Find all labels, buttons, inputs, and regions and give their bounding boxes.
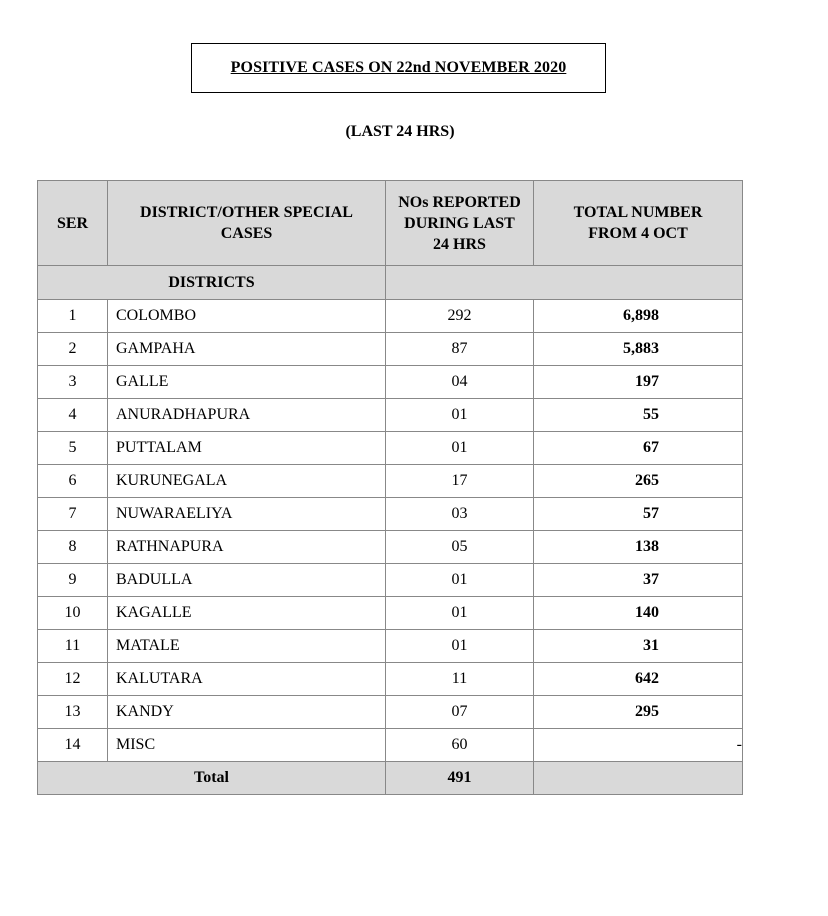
header-reported-label: NOs REPORTED DURING LAST 24 HRS <box>398 193 521 253</box>
table-row <box>38 333 743 366</box>
cell-district: ANURADHAPURA <box>108 399 386 432</box>
cell-district: GAMPAHA <box>108 333 386 366</box>
cell-ser: 3 <box>38 366 108 399</box>
cell-ser: 9 <box>38 564 108 597</box>
header-district-label: DISTRICT/OTHER SPECIAL CASES <box>140 204 353 242</box>
table-row <box>38 663 743 696</box>
cell-district: GALLE <box>108 366 386 399</box>
cell-total: 55 <box>534 399 743 432</box>
cell-total: 57 <box>534 498 743 531</box>
cell-ser: 7 <box>38 498 108 531</box>
cell-district: BADULLA <box>108 564 386 597</box>
cell-ser: 2 <box>38 333 108 366</box>
header-reported <box>386 181 534 266</box>
cell-reported: 05 <box>386 531 534 564</box>
cell-ser: 10 <box>38 597 108 630</box>
cell-ser: 12 <box>38 663 108 696</box>
table-row <box>38 366 743 399</box>
cell-reported: 87 <box>386 333 534 366</box>
section-row-districts <box>38 266 743 300</box>
cell-reported: 01 <box>386 432 534 465</box>
cell-reported: 01 <box>386 399 534 432</box>
cell-district: KANDY <box>108 696 386 729</box>
title-box <box>191 43 606 93</box>
cell-ser: 13 <box>38 696 108 729</box>
cell-reported: 17 <box>386 465 534 498</box>
cell-district: RATHNAPURA <box>108 531 386 564</box>
table-row <box>38 531 743 564</box>
header-total-label: TOTAL NUMBER FROM 4 OCT <box>573 204 703 242</box>
cases-table <box>37 180 743 795</box>
cell-total: 31 <box>534 630 743 663</box>
cell-reported: 03 <box>386 498 534 531</box>
cell-total: - <box>534 729 743 762</box>
cell-total: 67 <box>534 432 743 465</box>
cell-district: MISC <box>108 729 386 762</box>
cell-reported: 01 <box>386 597 534 630</box>
page-subtitle: (LAST 24 HRS) <box>345 123 455 140</box>
header-row <box>38 181 743 266</box>
cell-total: 265 <box>534 465 743 498</box>
cell-reported: 07 <box>386 696 534 729</box>
header-ser: SER <box>38 181 108 266</box>
cell-ser: 5 <box>38 432 108 465</box>
cell-total: 642 <box>534 663 743 696</box>
table-row <box>38 498 743 531</box>
total-row <box>38 762 743 795</box>
cell-total: 37 <box>534 564 743 597</box>
cell-total: 6,898 <box>534 300 743 333</box>
cell-total: 197 <box>534 366 743 399</box>
cell-district: NUWARAELIYA <box>108 498 386 531</box>
total-total <box>534 762 743 795</box>
table-row <box>38 696 743 729</box>
table-row <box>38 465 743 498</box>
cell-reported: 04 <box>386 366 534 399</box>
table-row <box>38 729 743 762</box>
cell-ser: 4 <box>38 399 108 432</box>
table-row <box>38 597 743 630</box>
cell-reported: 11 <box>386 663 534 696</box>
cell-ser: 11 <box>38 630 108 663</box>
table-row <box>38 564 743 597</box>
cell-total: 140 <box>534 597 743 630</box>
table-row <box>38 630 743 663</box>
cell-ser: 14 <box>38 729 108 762</box>
total-label: Total <box>38 762 386 795</box>
total-reported: 491 <box>386 762 534 795</box>
header-district <box>108 181 386 266</box>
cell-reported: 01 <box>386 564 534 597</box>
cell-ser: 6 <box>38 465 108 498</box>
cell-district: KALUTARA <box>108 663 386 696</box>
cell-total: 295 <box>534 696 743 729</box>
cell-district: MATALE <box>108 630 386 663</box>
section-label: DISTRICTS <box>38 266 386 300</box>
cell-ser: 8 <box>38 531 108 564</box>
cell-total: 5,883 <box>534 333 743 366</box>
cell-ser: 1 <box>38 300 108 333</box>
cell-district: KURUNEGALA <box>108 465 386 498</box>
cell-district: PUTTALAM <box>108 432 386 465</box>
cell-district: KAGALLE <box>108 597 386 630</box>
table-row <box>38 432 743 465</box>
cell-reported: 60 <box>386 729 534 762</box>
table-row <box>38 300 743 333</box>
page-title: POSITIVE CASES ON 22nd NOVEMBER 2020 <box>230 59 567 76</box>
table-row <box>38 399 743 432</box>
cell-reported: 01 <box>386 630 534 663</box>
header-total <box>534 181 743 266</box>
cell-total: 138 <box>534 531 743 564</box>
cell-reported: 292 <box>386 300 534 333</box>
cell-district: COLOMBO <box>108 300 386 333</box>
section-blank <box>386 266 743 300</box>
